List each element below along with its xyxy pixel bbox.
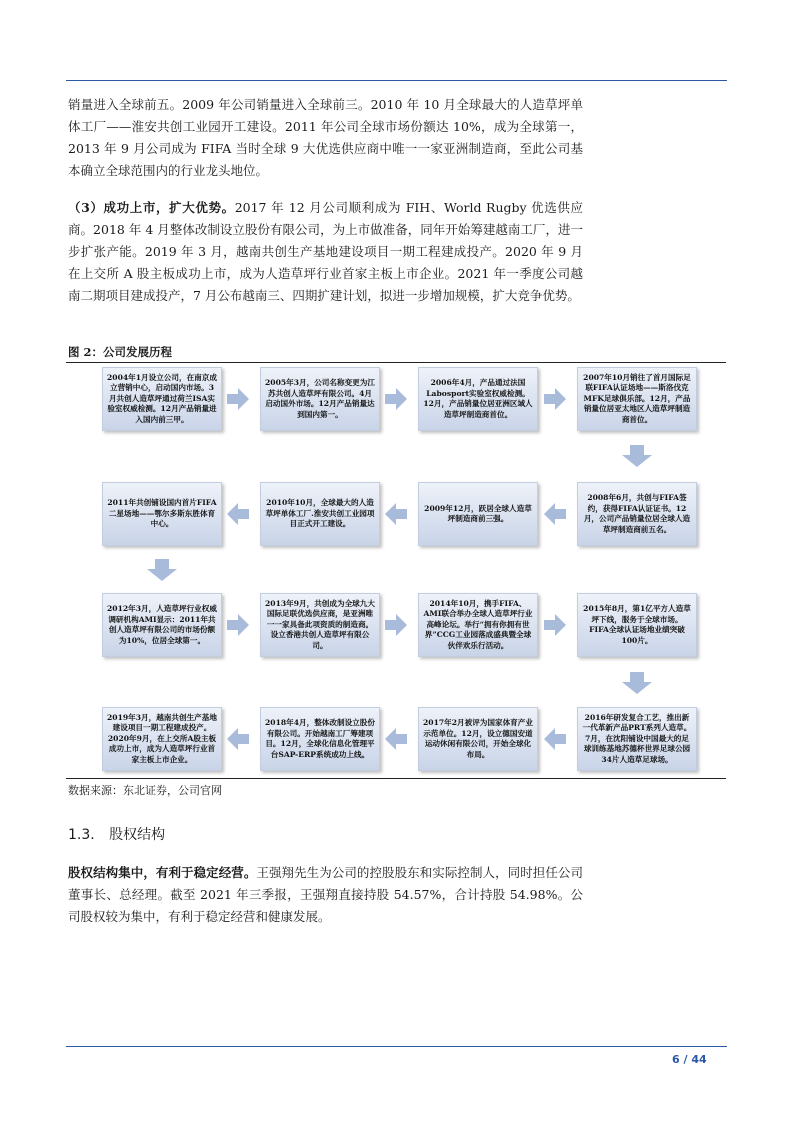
timeline-box-2019: 2019年3月，越南共创生产基地建设项目一期工程建成投产。2020年9月，在上交所A股主板成功上市，成为人造草坪行业首家主板上市企业。: [102, 707, 222, 771]
timeline-box-2010: 2010年10月，全球最大的人造草坪单体工厂.淮安共创工业园项目正式开工建设。: [260, 482, 380, 546]
timeline-box-2015: 2015年8月，第1亿平方人造草坪下线，服务于全球市场。FIFA全球认证场地业绩突破100片。: [577, 593, 697, 657]
arrow-right-icon: [385, 388, 407, 410]
paragraph-ipo: [68, 197, 583, 307]
paragraph-history-text: 销量进入全球前五。2009 年公司销量进入全球前三。2010 年 10 月全球最大的人造草坪单体工厂——淮安共创工业园开工建设。2011 年公司全球市场份额达 10%，成为全球第一，2013 年 9 月公司成为 FIFA 当时全球 9 大优选供应商中唯一一家亚洲制造商，至此公司基本确立全球范围内的行业龙头地位。: [68, 97, 583, 178]
section-title: 股权结构: [109, 827, 166, 843]
figure-source: 数据来源：东北证券，公司官网: [68, 784, 222, 797]
timeline-box-2018: 2018年4月，整体改制设立股份有限公司。开始越南工厂筹建项目。12月，全球化信息化管理平台SAP-ERP系统成功上线。: [260, 707, 380, 771]
section-number: 1.3.: [68, 827, 95, 843]
section-heading: [68, 824, 165, 844]
arrow-right-icon: [544, 614, 566, 636]
timeline-box-2008: 2008年6月，共创与FIFA签约，获得FIFA认证证书。12月，公司产品销量位居全球人造草坪制造商前五名。: [577, 482, 697, 546]
arrow-left-icon: [385, 503, 407, 525]
timeline-box-2006: 2006年4月，产品通过法国Labosport实验室权威检测。12月，产品销量位居亚洲区域人造草坪制造商首位。: [418, 367, 538, 431]
figure-top-rule: [66, 362, 726, 363]
paragraph-ipo-lead: （3）成功上市，扩大优势。: [68, 200, 235, 215]
timeline-box-2005: 2005年3月，公司名称变更为江苏共创人造草坪有限公司。4月启动国外市场。12月产品销量达到国内第一。: [260, 367, 380, 431]
arrow-down-icon: [622, 672, 652, 694]
arrow-right-icon: [385, 614, 407, 636]
arrow-down-icon: [147, 559, 177, 581]
arrow-left-icon: [544, 503, 566, 525]
timeline-box-2013: 2013年9月，共创成为全球九大国际足联优选供应商，是亚洲唯一一家具备此项资质的制造商。设立香港共创人造草坪有限公司。: [260, 593, 380, 657]
arrow-left-icon: [385, 728, 407, 750]
timeline-box-2014: 2014年10月，携手FIFA、AMI联合举办全球人造草坪行业高峰论坛。举行“拥有你拥有世界”CCG工业园落成盛典暨全球伙伴欢乐行活动。: [418, 593, 538, 657]
arrow-left-icon: [544, 728, 566, 750]
footer-rule: [66, 1046, 727, 1047]
paragraph-ownership: [68, 862, 583, 928]
header-rule: [66, 80, 727, 81]
timeline-box-2007: 2007年10月销往了首月国际足联FIFA认证场地——斯洛伐克MFK足球俱乐部。12月，产品销量位居亚太地区人造草坪制造商首位。: [577, 367, 697, 431]
page-number: 6 / 44: [672, 1053, 707, 1066]
timeline-box-2009: 2009年12月，跃居全球人造草坪制造商前三强。: [418, 482, 538, 546]
timeline-box-2011: 2011年共创铺设国内首片FIFA二星场地——鄂尔多斯东胜体育中心。: [102, 482, 222, 546]
paragraph-history: [68, 94, 583, 182]
arrow-left-icon: [227, 503, 249, 525]
arrow-right-icon: [544, 388, 566, 410]
paragraph-ownership-text: 王强翔先生为公司的控股股东和实际控制人，同时担任公司董事长、总经理。截至 2021 年三季报，王强翔直接持股 54.57%，合计持股 54.98%。公司股权较为集中，有利于稳定经营和健康发展。: [68, 865, 583, 924]
arrow-right-icon: [227, 388, 249, 410]
figure-bottom-rule: [66, 778, 726, 779]
timeline-box-2017: 2017年2月被评为国家体育产业示范单位。12月，设立德国安道运动休闲有限公司，开始全球化布局。: [418, 707, 538, 771]
arrow-down-icon: [622, 445, 652, 467]
paragraph-ipo-text: 2017 年 12 月公司顺利成为 FIH、World Rugby 优选供应商。2018 年 4 月整体改制设立股份有限公司，为上市做准备，同年开始筹建越南工厂，进一步扩张产能。2019 年 3 月，越南共创生产基地建设项目一期工程建成投产。2020 年 9 月在上交所 A 股主板成功上市，成为人造草坪行业首家主板上市企业。2021 年一季度公司越南二期项目建成投产，7 月公布越南三、四期扩建计划，拟进一步增加规模，扩大竞争优势。: [68, 200, 583, 303]
timeline-box-2012: 2012年3月，人造草坪行业权威调研机构AMI显示：2011年共创人造草坪有限公司的市场份额为10%，位居全球第一。: [102, 593, 222, 657]
arrow-right-icon: [227, 614, 249, 636]
timeline-box-2016: 2016年研发复合工艺，推出新一代革新产品PRT系列人造草。7月，在沈阳铺设中国最大的足球训练基地苏德杯世界足球公园34片人造草足球场。: [577, 707, 697, 771]
arrow-left-icon: [227, 728, 249, 750]
figure-title: 图 2：公司发展历程: [68, 345, 173, 359]
timeline-box-2004: 2004年1月设立公司，在南京成立营销中心，启动国内市场。3月共创人造草坪通过荷兰ISA实验室权威检测。12月产品销量进入国内前三甲。: [102, 367, 222, 431]
paragraph-ownership-lead: 股权结构集中，有利于稳定经营。: [68, 865, 257, 880]
